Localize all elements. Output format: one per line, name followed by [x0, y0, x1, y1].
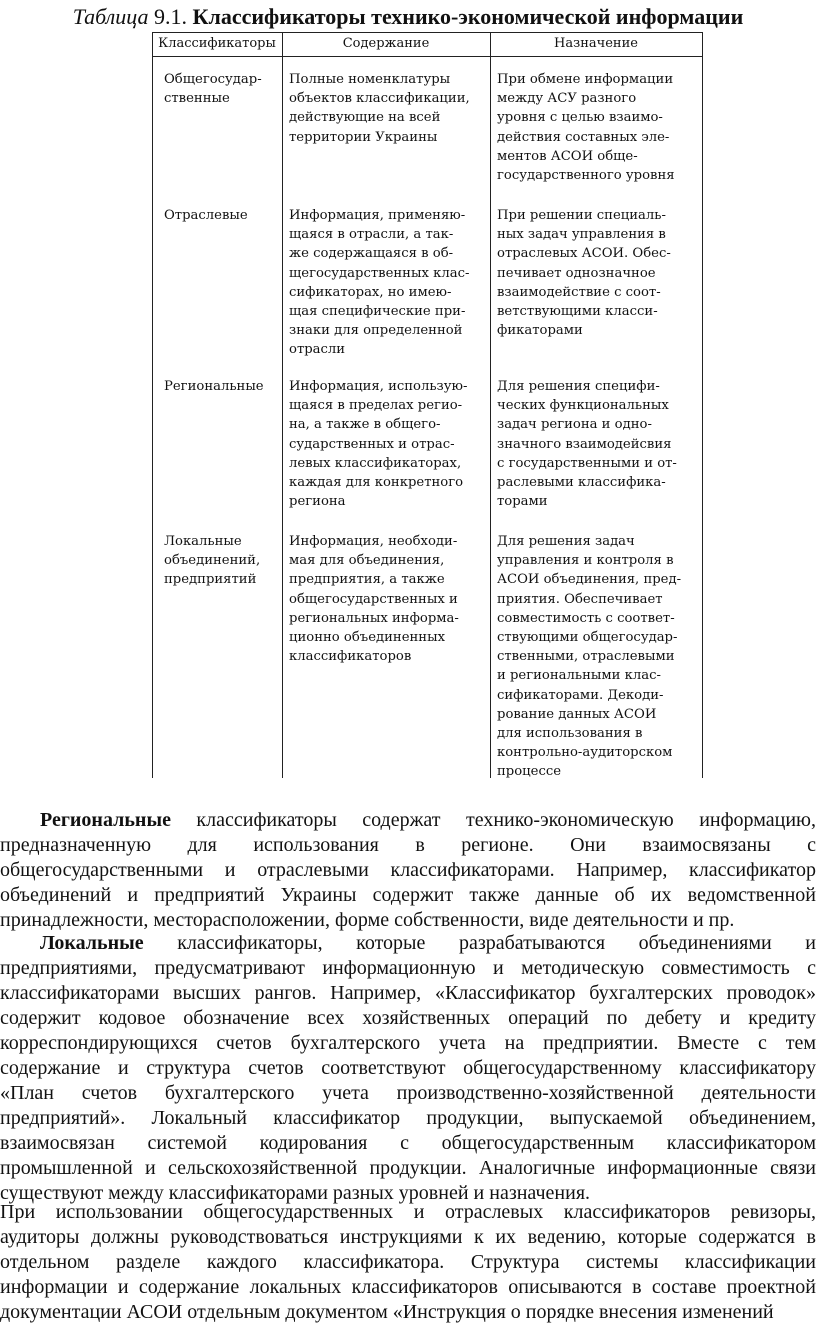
paragraph-line — [0, 908, 816, 933]
classifier-table — [152, 32, 702, 778]
paragraph-text: взаимосвязан системой кодирования с общегосударственным классификатором — [0, 1132, 816, 1154]
row-1-purpose: При обмене информации между АСУ разного уровня с целью взаимо- действия составных эле- ментов АСОИ обще- государственного уровня — [497, 72, 675, 184]
row-2-content: Информация, применяю- щаяся в отрасли, а так- же содержащаяся в об- щегосударственных клас- сификаторах, но имею- щая специфические при- знаки для определенной отрасли — [289, 208, 470, 358]
paragraph-line — [0, 808, 816, 833]
paragraph-line — [0, 1200, 816, 1225]
paragraph-text: отдельном разделе каждого классификатора. Структура системы классификации — [0, 1251, 816, 1273]
row-1-content: Полные номенклатуры объектов классификации, действующие на всей территории Украины — [289, 72, 470, 145]
header-purpose: Назначение — [554, 36, 638, 51]
paragraph-text: При использовании общегосударственных и отраслевых классификаторов ревизоры, — [0, 1201, 816, 1223]
table-header-rule — [152, 56, 702, 57]
paragraph-text: объединений и предприятий Украины содержит также данные об их ведомственной — [0, 884, 816, 906]
paragraph-line — [0, 956, 816, 981]
paragraph-text: документации АСОИ отдельным документом «Инструкция о порядке внесения изменений — [0, 1301, 774, 1323]
row-4-purpose: Для решения задач управления и контроля в АСОИ объединения, пред- приятия. Обеспечивает совместимость с соответ- ствующими общегосудар- ственными, отраслевыми и региональными клас- сификаторами. Декоди- рование данных АСОИ для использования в контрольно-аудиторском процессе — [497, 534, 682, 780]
caption-title: Классификаторы технико-экономической информации — [192, 4, 744, 29]
paragraph-text: общегосударственными и отраслевыми классификаторами. Например, классификатор — [0, 859, 816, 881]
table-right-border — [702, 32, 703, 778]
paragraph-line — [0, 1156, 816, 1181]
row-3-content: Информация, использую- щаяся в пределах регио- на, а также в общего- сударственных и отрас- левых классификаторах, каждая для конкретного региона — [289, 379, 468, 510]
paragraph-line — [0, 1056, 816, 1081]
row-3-type: Региональные — [164, 379, 264, 394]
paragraph-line — [0, 858, 816, 883]
paragraph-text: классификаторами высших рангов. Например, «Классификатор бухгалтерских проводок» — [0, 982, 816, 1004]
paragraph-text: аудиторы должны руководствоваться инструкциями к их ведению, которые содержатся в — [0, 1226, 816, 1248]
paragraph-text: корреспондирующихся счетов бухгалтерского учета на предприятии. Вместе с тем — [0, 1032, 816, 1054]
paragraph-line — [0, 1300, 816, 1325]
row-4-type: Локальные объединений, предприятий — [164, 534, 261, 588]
paragraph-text: классификаторы содержат технико-экономическую информацию, — [170, 809, 816, 831]
paragraph-line — [0, 1250, 816, 1275]
paragraph-line — [0, 931, 816, 956]
table-col-divider-2 — [490, 32, 491, 778]
paragraph-text: предназначенную для использования в регионе. Они взаимосвязаны с — [0, 834, 816, 856]
paragraph-text: содержание и структура счетов соответствуют общегосударственному классификатору — [0, 1057, 816, 1079]
row-2-purpose: При решении специаль- ных задач управления в отраслевых АСОИ. Обес- печивает однозначное взаимодействие с соот- ветствующими класси- фикаторами — [497, 208, 671, 339]
row-3-purpose: Для решения специфи- ческих функциональных задач региона и одно- значного взаимодейсвия с государственными и от- раслевыми классифика- торами — [497, 379, 677, 510]
table-caption — [0, 2, 816, 32]
paragraph-lead-term: Региональные — [40, 809, 171, 831]
row-2-type: Отраслевые — [164, 208, 248, 223]
table-col-divider-1 — [282, 32, 283, 778]
row-4-content: Информация, необходи- мая для объединения, предприятия, а также общегосударственных и региональных информа- ционно объединенных классификаторов — [289, 534, 459, 665]
header-classifiers: Классификаторы — [158, 36, 276, 51]
table-left-border — [152, 32, 153, 778]
header-content: Содержание — [342, 36, 430, 51]
paragraph-line — [0, 1031, 816, 1056]
paragraph-line — [0, 1225, 816, 1250]
paragraph-line — [0, 1106, 816, 1131]
paragraph-text: предприятиями, предусматривают информационную и методическую совместимость с — [0, 957, 816, 979]
paragraph-line — [0, 1081, 816, 1106]
row-1-type: Общегосудар- ственные — [164, 72, 262, 107]
paragraph-line — [0, 833, 816, 858]
caption-label: Таблица — [72, 4, 149, 29]
table-top-rule — [152, 32, 702, 33]
caption-number: 9.1. — [154, 4, 188, 29]
paragraph-text: классификаторы, которые разрабатываются объединениями и — [143, 932, 816, 954]
paragraph-line — [0, 981, 816, 1006]
paragraph-text: «План счетов бухгалтерского учета производственно-хозяйственной деятельности — [0, 1082, 816, 1104]
paragraph-local — [0, 931, 816, 1206]
paragraph-text: информации и содержание локальных классификаторов описываются в составе проектной — [0, 1276, 816, 1298]
paragraph-line — [0, 1131, 816, 1156]
paragraph-line — [0, 883, 816, 908]
paragraph-text: содержит кодовое обозначение всех хозяйственных операций по дебету и кредиту — [0, 1007, 816, 1029]
paragraph-lead-term: Локальные — [40, 932, 144, 954]
paragraph-regional — [0, 808, 816, 933]
paragraph-line — [0, 1275, 816, 1300]
paragraph-text: промышленной и сельскохозяйственной продукции. Аналогичные информационные связи — [0, 1157, 816, 1179]
paragraph-text: существуют между классификаторами разных уровней и назначения. — [0, 1182, 591, 1204]
paragraph-usage — [0, 1200, 816, 1325]
paragraph-text: принадлежности, месторасположении, форме собственности, виде деятельности и пр. — [0, 909, 735, 931]
paragraph-line — [0, 1006, 816, 1031]
paragraph-text: предприятий». Локальный классификатор продукции, выпускаемой объединением, — [0, 1107, 816, 1129]
